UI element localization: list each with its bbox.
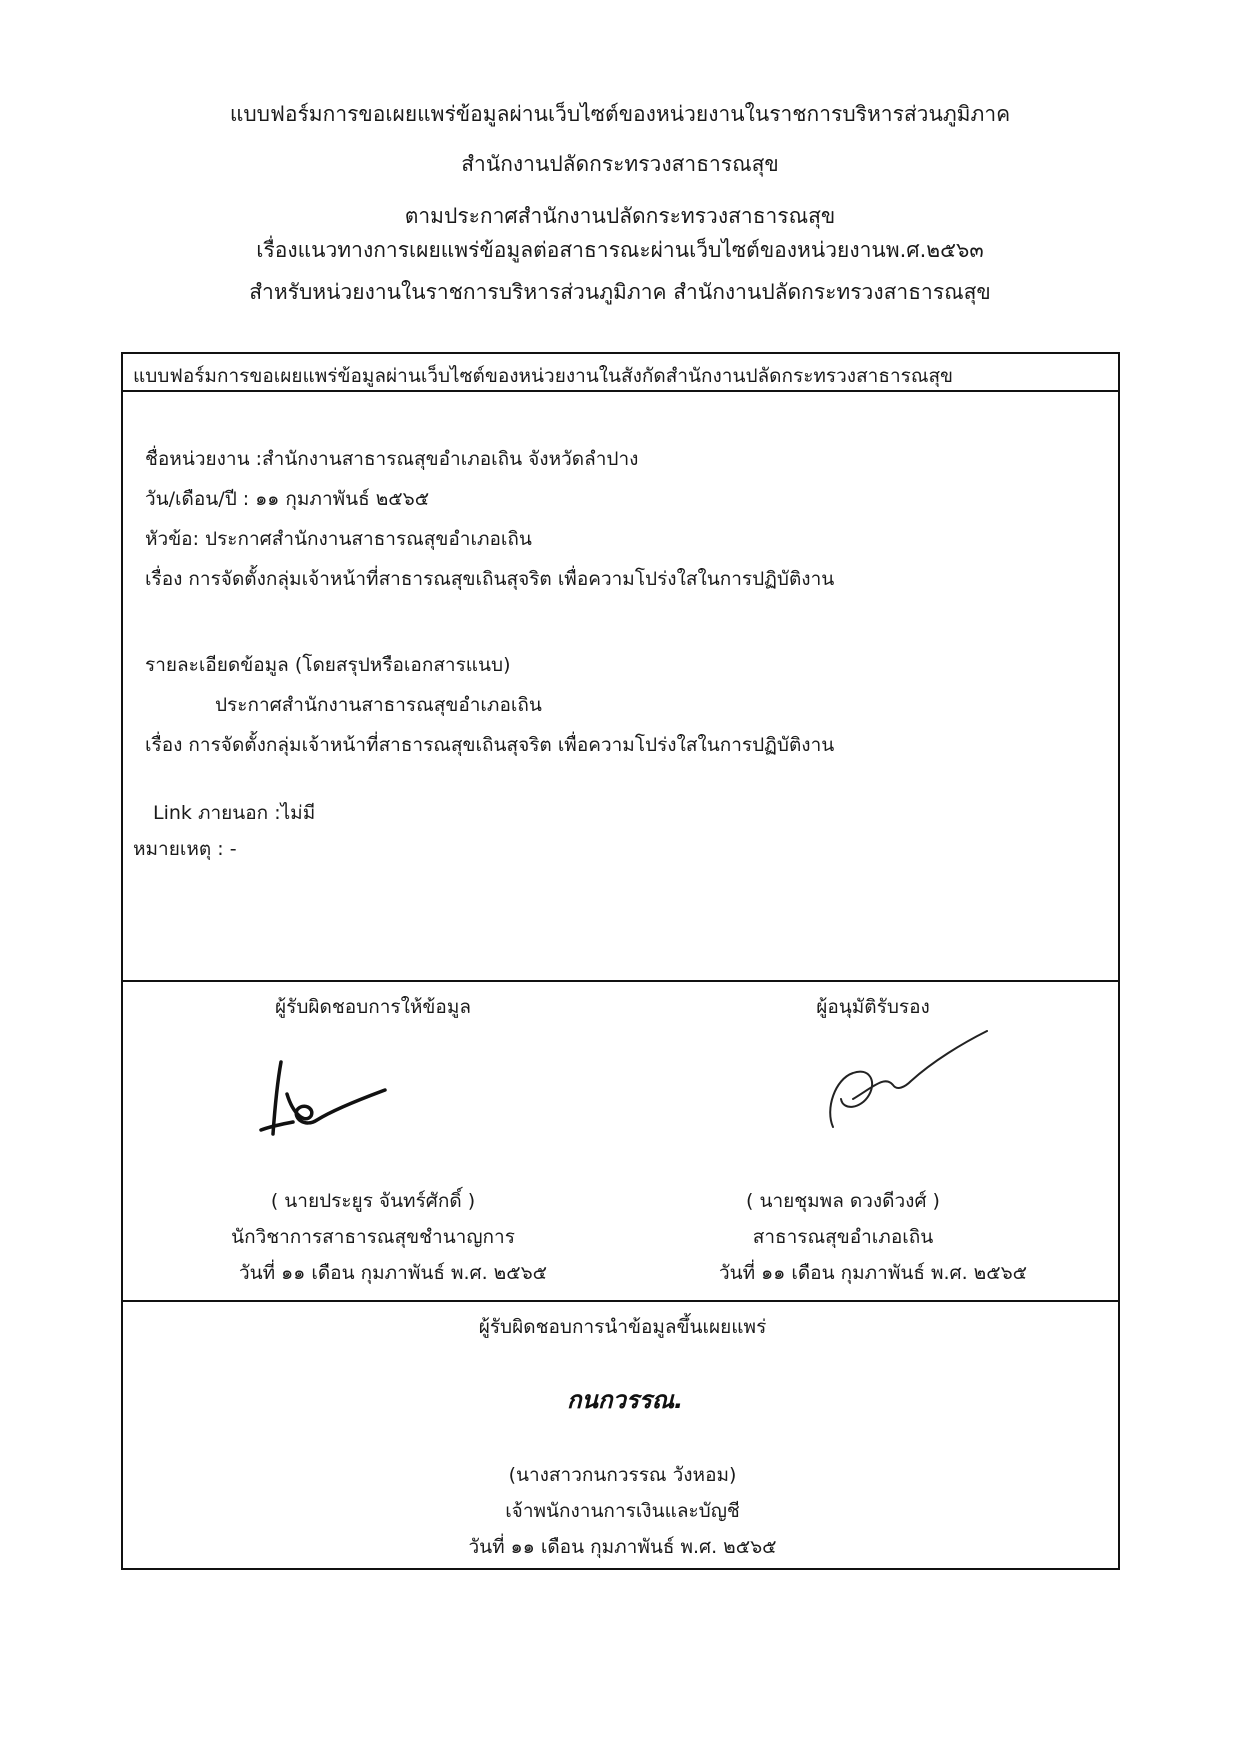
- approver-name: ( นายชุมพล ดวงดีวงศ์ ): [746, 1190, 940, 1212]
- details-label: รายละเอียดข้อมูล (โดยสรุปหรือเอกสารแนบ): [145, 654, 511, 676]
- publisher-date: วันที่ ๑๑ เดือน กุมภาพันธ์ พ.ศ. ๒๕๖๕: [468, 1536, 777, 1558]
- publisher-name: (นางสาวกนกวรรณ วังหอม): [508, 1464, 737, 1486]
- form-table: [121, 352, 1120, 1570]
- provider-role: ผู้รับผิดชอบการให้ข้อมูล: [275, 996, 471, 1018]
- details-line-1: ประกาศสำนักงานสาธารณสุขอำเภอเถิน: [215, 694, 542, 716]
- publisher-role: ผู้รับผิดชอบการนำข้อมูลขึ้นเผยแพร่: [478, 1316, 767, 1338]
- details-line-2: เรื่อง การจัดตั้งกลุ่มเจ้าหน้าที่สาธารณสุขเถินสุจริต เพื่อความโปร่งใสในการปฏิบัติงาน: [145, 734, 835, 756]
- header-line-3: ตามประกาศสำนักงานปลัดกระทรวงสาธารณสุข: [404, 204, 836, 228]
- provider-date: วันที่ ๑๑ เดือน กุมภาพันธ์ พ.ศ. ๒๕๖๕: [238, 1262, 548, 1284]
- publisher-signature-text: กนกวรรณ.: [567, 1386, 683, 1414]
- provider-name: ( นายประยูร จันทร์ศักดิ์ ): [270, 1190, 476, 1212]
- publisher-signature: [563, 1374, 683, 1424]
- topic-field: หัวข้อ: ประกาศสำนักงานสาธารณสุขอำเภอเถิน: [145, 528, 532, 550]
- header-line-1: แบบฟอร์มการขอเผยแพร่ข้อมูลผ่านเว็บไซต์ของหน่วยงานในราชการบริหารส่วนภูมิภาค: [229, 102, 1011, 126]
- form-title: แบบฟอร์มการขอเผยแพร่ข้อมูลผ่านเว็บไซต์ของหน่วยงานในสังกัดสำนักงานปลัดกระทรวงสาธารณสุข: [133, 365, 954, 387]
- external-link: Link ภายนอก :ไม่มี: [153, 802, 316, 824]
- header-line-5: สำหรับหน่วยงานในราชการบริหารส่วนภูมิภาค สำนักงานปลัดกระทรวงสาธารณสุข: [249, 280, 991, 304]
- provider-signature: [253, 1054, 393, 1144]
- header-line-2: สำนักงานปลัดกระทรวงสาธารณสุข: [461, 152, 779, 176]
- approver-position: สาธารณสุขอำเภอเถิน: [752, 1226, 934, 1248]
- subject-field: เรื่อง การจัดตั้งกลุ่มเจ้าหน้าที่สาธารณสุขเถินสุจริต เพื่อความโปร่งใสในการปฏิบัติงาน: [145, 568, 835, 590]
- date-field: วัน/เดือน/ปี : ๑๑ กุมภาพันธ์ ๒๕๖๕: [145, 488, 430, 510]
- publisher-position: เจ้าพนักงานการเงินและบัญชี: [505, 1500, 740, 1522]
- approver-signature: [813, 1029, 993, 1139]
- header-line-4: เรื่องแนวทางการเผยแพร่ข้อมูลต่อสาธารณะผ่านเว็บไซต์ของหน่วยงานพ.ศ.๒๕๖๓: [256, 238, 984, 262]
- unit-name: ชื่อหน่วยงาน :สำนักงานสาธารณสุขอำเภอเถิน จังหวัดลำปาง: [145, 448, 639, 470]
- provider-position: นักวิชาการสาธารณสุขชำนาญการ: [231, 1226, 515, 1248]
- row-divider: [123, 980, 1118, 982]
- approver-role: ผู้อนุมัติรับรอง: [816, 996, 930, 1018]
- approver-date: วันที่ ๑๑ เดือน กุมภาพันธ์ พ.ศ. ๒๕๖๕: [718, 1262, 1028, 1284]
- row-divider: [123, 1300, 1118, 1302]
- remark: หมายเหตุ : -: [133, 838, 237, 860]
